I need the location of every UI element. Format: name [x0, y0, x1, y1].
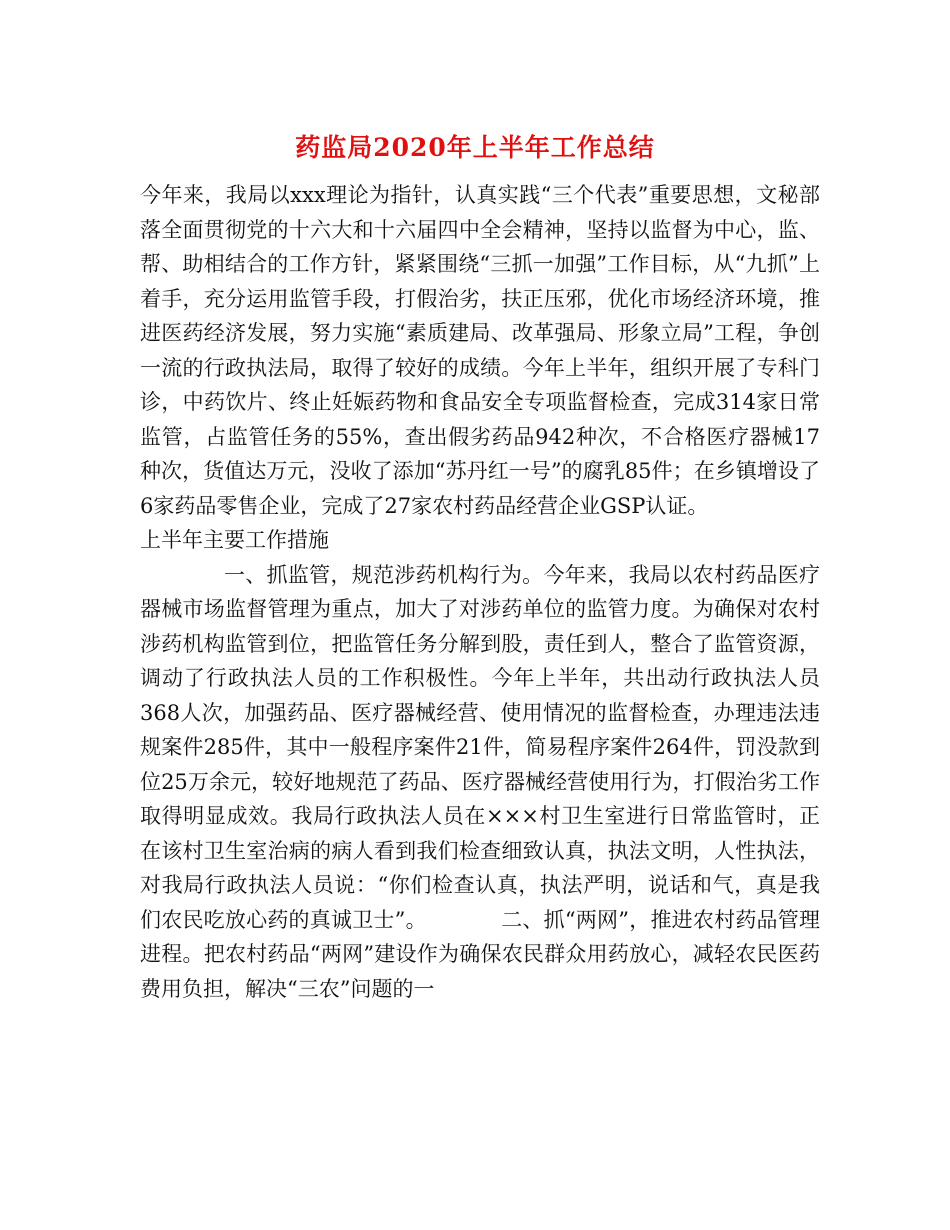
document-body	[140, 178, 820, 1006]
intro-paragraph: 今年来，我局以xxx理论为指针，认真实践“三个代表”重要思想，文秘部落全面贯彻党的十六大和十六届四中全会精神，坚持以监督为中心，监、帮、助相结合的工作方针，紧紧围绕“三抓一加强”工作目标，从“九抓”上着手，充分运用监管手段，打假治劣，扶正压邪，优化市场经济环境，推进医药经济发展，努力实施“素质建局、改革强局、形象立局”工程，争创一流的行政执法局，取得了较好的成绩。今年上半年，组织开展了专科门诊，中药饮片、终止妊娠药物和食品安全专项监督检查，完成314家日常监管，占监管任务的55%，查出假劣药品942种次，不合格医疗器械17种次，货值达万元，没收了添加“苏丹红一号”的腐乳85件；在乡镇增设了6家药品零售企业，完成了27家农村药品经营企业GSP认证。	[140, 183, 820, 518]
section-paragraph: 一、抓监管，规范涉药机构行为。今年来，我局以农村药品医疗器械市场监督管理为重点，加大了对涉药单位的监管力度。为确保对农村涉药机构监管到位，把监管任务分解到股，责任到人，整合了监管资源，调动了行政执法人员的工作积极性。今年上半年，共出动行政执法人员368人次，加强药品、医疗器械经营、使用情况的监督检查，办理违法违规案件285件，其中一般程序案件21件，简易程序案件264件，罚没款到位25万余元，较好地规范了药品、医疗器械经营使用行为，打假治劣工作取得明显成效。我局行政执法人员在×××村卫生室进行日常监管时，正在该村卫生室治病的病人看到我们检查细致认真，执法文明，人性执法，对我局行政执法人员说：“你们检查认真，执法严明，说话和气，真是我们农民吃放心药的真诚卫士”。 二、抓“两网”，推进农村药品管理进程。把农村药品“两网”建设作为确保农民群众用药放心，减轻农民医药费用负担，解决“三农”问题的一	[140, 562, 820, 1001]
section-heading: 上半年主要工作措施	[140, 528, 329, 552]
document-title: 药监局2020年上半年工作总结	[295, 133, 655, 162]
